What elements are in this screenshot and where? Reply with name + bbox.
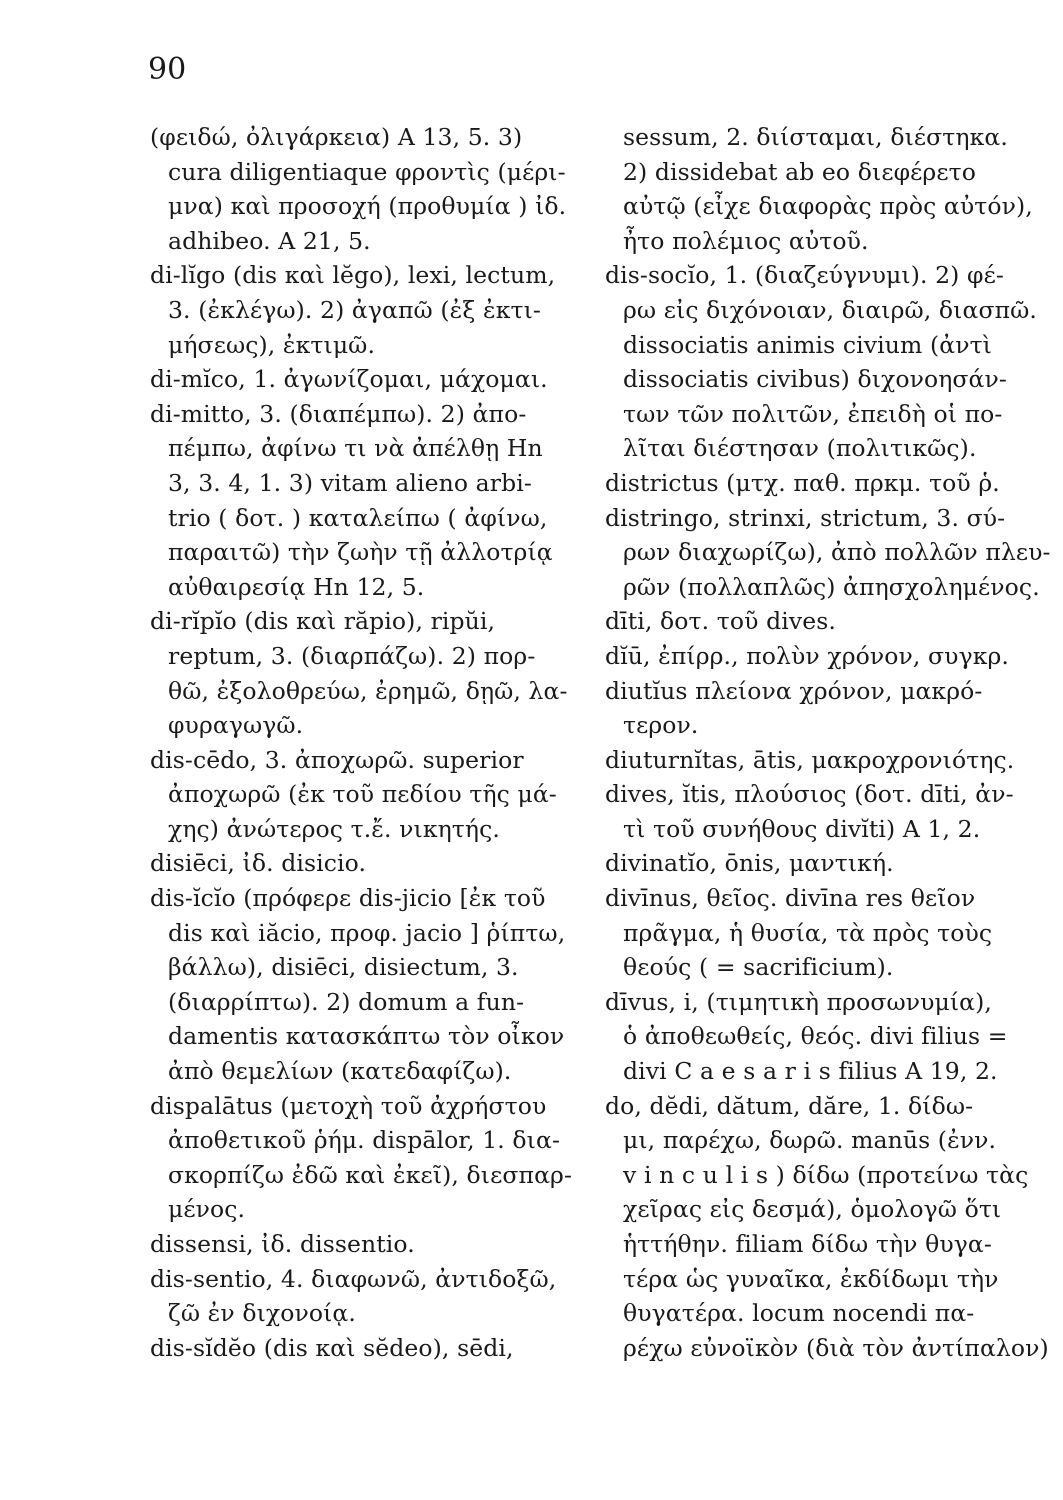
dictionary-line: τέρα ὡς γυναῖκα, ἐκδίδωμι τὴν [623, 1264, 999, 1293]
dictionary-line: 3. (ἐκλέγω). 2) ἀγαπῶ (ἐξ ἐκτι- [168, 295, 541, 324]
dictionary-line: (φειδώ, ὀλιγάρκεια) A 13, 5. 3) [150, 123, 523, 151]
dictionary-line: ρω εἰς διχόνοιαν, διαιρῶ, διασπῶ. [623, 295, 1037, 324]
dictionary-line: πέμπω, ἀφίνω τι νὰ ἀπέλθῃ Hn [168, 434, 543, 463]
dictionary-line: των τῶν πολιτῶν, ἐπειδὴ οἱ πο- [623, 399, 1003, 428]
dictionary-line: trio ( δοτ. ) καταλείπω ( ἀφίνω, [168, 503, 548, 532]
dictionary-line: ὁ ἀποθεωθείς, θεός. divi filius = [623, 1022, 1008, 1051]
dictionary-line: ρῶν (πολλαπλῶς) ἀπησχολημένος. [623, 572, 1040, 601]
dictionary-line: reptum, 3. (διαρπάζω). 2) πορ- [168, 641, 536, 670]
dictionary-line: dis καὶ iăcio, προφ. jacio ] ῥίπτω, [168, 918, 566, 947]
dictionary-line: sessum, 2. διίσταμαι, διέστηκα. [623, 123, 1008, 151]
dictionary-line: divīnus, θεῖος. divīna res θεῖον [605, 884, 976, 913]
dictionary-line: μι, παρέχω, δωρῶ. manūs (ἐνν. [623, 1126, 997, 1155]
dictionary-line: ρων διαχωρίζω), ἀπὸ πολλῶν πλευ- [623, 538, 1051, 567]
dictionary-line: ρέχω εὐνοϊκὸν (διὰ τὸν ἀντίπαλον) [623, 1333, 1049, 1362]
dictionary-line: dissociatis civibus) διχονοησάν- [623, 365, 1007, 394]
dictionary-line: φυραγωγῶ. [168, 711, 304, 740]
dictionary-line: dissensi, ἰδ. dissentio. [150, 1230, 415, 1258]
dictionary-line: distringo, strinxi, strictum, 3. σύ- [605, 503, 1006, 532]
dictionary-line: θεούς ( = sacrificium). [623, 953, 894, 982]
dictionary-line: θῶ, ἐξολοθρεύω, ἐρημῶ, δῃῶ, λα- [168, 676, 568, 705]
dictionary-line: 3, 3. 4, 1. 3) vitam alieno arbi- [168, 468, 532, 497]
dictionary-line: σκορπίζω ἐδῶ καὶ ἐκεῖ), διεσπαρ- [168, 1160, 572, 1189]
dictionary-line: ἦτο πολέμιος αὐτοῦ. [623, 226, 869, 255]
dictionary-line: dispalātus (μετοχὴ τοῦ ἀχρήστου [150, 1091, 547, 1120]
dictionary-line: ἀποχωρῶ (ἐκ τοῦ πεδίου τῆς μά- [168, 780, 557, 809]
dictionary-line: ζῶ ἐν διχονοίᾳ. [168, 1299, 356, 1328]
dictionary-line: χης) ἀνώτερος τ.ἔ. νικητής. [168, 814, 500, 843]
dictionary-line: do, dĕdi, dătum, dăre, 1. δίδω- [605, 1091, 974, 1120]
dictionary-line: cura diligentiaque φροντὶς (μέρι- [168, 157, 566, 186]
dictionary-line: districtus (μτχ. παθ. πρκμ. τοῦ ῥ. [605, 468, 1000, 497]
dictionary-line: λῖται διέστησαν (πολιτικῶς). [623, 434, 977, 463]
dictionary-line: παραιτῶ) τὴν ζωὴν τῇ ἀλλοτρίᾳ [168, 538, 553, 567]
dictionary-line: μένος. [168, 1195, 246, 1224]
dictionary-line: dis-ĭcĭo (πρόφερε dis-jicio [ἐκ τοῦ [150, 884, 546, 913]
dictionary-line: divinatĭo, ōnis, μαντική. [605, 849, 894, 878]
dictionary-line: dissociatis animis civium (ἀντὶ [623, 330, 992, 359]
dictionary-line: αὐθαιρεσίᾳ Hn 12, 5. [168, 572, 425, 601]
dictionary-line: damentis κατασκάπτω τὸν οἶκον [168, 1022, 565, 1051]
dictionary-line: dis-socĭo, 1. (διαζεύγνυμι). 2) φέ- [605, 261, 1004, 290]
dictionary-line: diutĭus πλείονα χρόνον, μακρό- [605, 676, 983, 705]
dictionary-line: di-rĭpĭo (dis καὶ răpio), ripŭi, [150, 607, 496, 636]
dictionary-line: dis-cēdo, 3. ἀποχωρῶ. superior [150, 745, 524, 774]
dictionary-line: μνα) καὶ προσοχή (προθυμία ) ἰδ. [168, 192, 567, 221]
dictionary-line: τερον. [623, 711, 699, 740]
dictionary-line: di-mitto, 3. (διαπέμπω). 2) ἀπο- [150, 399, 527, 428]
right-column [605, 120, 1055, 1365]
dictionary-line: disiēci, ἰδ. disicio. [150, 849, 367, 878]
dictionary-line: θυγατέρα. locum nocendi πα- [623, 1299, 975, 1328]
dictionary-line: τὶ τοῦ συνήθους divĭti) A 1, 2. [623, 814, 981, 843]
dictionary-line: dīti, δοτ. τοῦ dives. [605, 607, 836, 636]
dictionary-line: v i n c u l i s ) δίδω (προτείνω τὰς [623, 1160, 1029, 1189]
dictionary-line: dīvus, i, (τιμητικὴ προσωνυμία), [605, 987, 992, 1016]
dictionary-line: (διαρρίπτω). 2) domum a fun- [168, 987, 525, 1016]
dictionary-line: dis-sĭdĕo (dis καὶ sĕdeo), sēdi, [150, 1333, 514, 1362]
dictionary-line: dis-sentio, 4. διαφωνῶ, ἀντιδοξῶ, [150, 1264, 557, 1293]
dictionary-line: di-lĭgo (dis καὶ lĕgo), lexi, lectum, [150, 261, 556, 290]
dictionary-line: 2) dissidebat ab eo διεφέρετο [623, 157, 976, 186]
dictionary-line: diuturnĭtas, ātis, μακροχρονιότης. [605, 745, 1015, 774]
dictionary-line: πρᾶγμα, ἡ θυσία, τὰ πρὸς τοὺς [623, 918, 993, 947]
dictionary-line: χεῖρας εἰς δεσμά), ὁμολογῶ ὅτι [623, 1195, 1002, 1224]
page-number: 90 [148, 52, 187, 87]
dictionary-line: ἀποθετικοῦ ῥήμ. dispālor, 1. δια- [168, 1126, 560, 1155]
left-column [150, 120, 590, 1365]
dictionary-line: ἡττήθην. filiam δίδω τὴν θυγα- [623, 1230, 992, 1258]
dictionary-line: adhibeo. A 21, 5. [168, 226, 371, 255]
dictionary-line: di-mĭco, 1. ἀγωνίζομαι, μάχομαι. [150, 365, 548, 394]
dictionary-line: ἀπὸ θεμελίων (κατεδαφίζω). [168, 1057, 512, 1086]
dictionary-line: dĭū, ἐπίρρ., πολὺν χρόνον, συγκρ. [605, 641, 1009, 670]
dictionary-line: divi C a e s a r i s filius A 19, 2. [623, 1057, 998, 1086]
dictionary-line: αὐτῷ (εἶχε διαφορὰς πρὸς αὐτόν), [623, 192, 1033, 221]
dictionary-line: βάλλω), disiēci, disiectum, 3. [168, 953, 519, 982]
dictionary-line: dives, ĭtis, πλούσιος (δοτ. dīti, ἀν- [605, 780, 1014, 809]
dictionary-line: μήσεως), ἐκτιμῶ. [168, 330, 376, 359]
